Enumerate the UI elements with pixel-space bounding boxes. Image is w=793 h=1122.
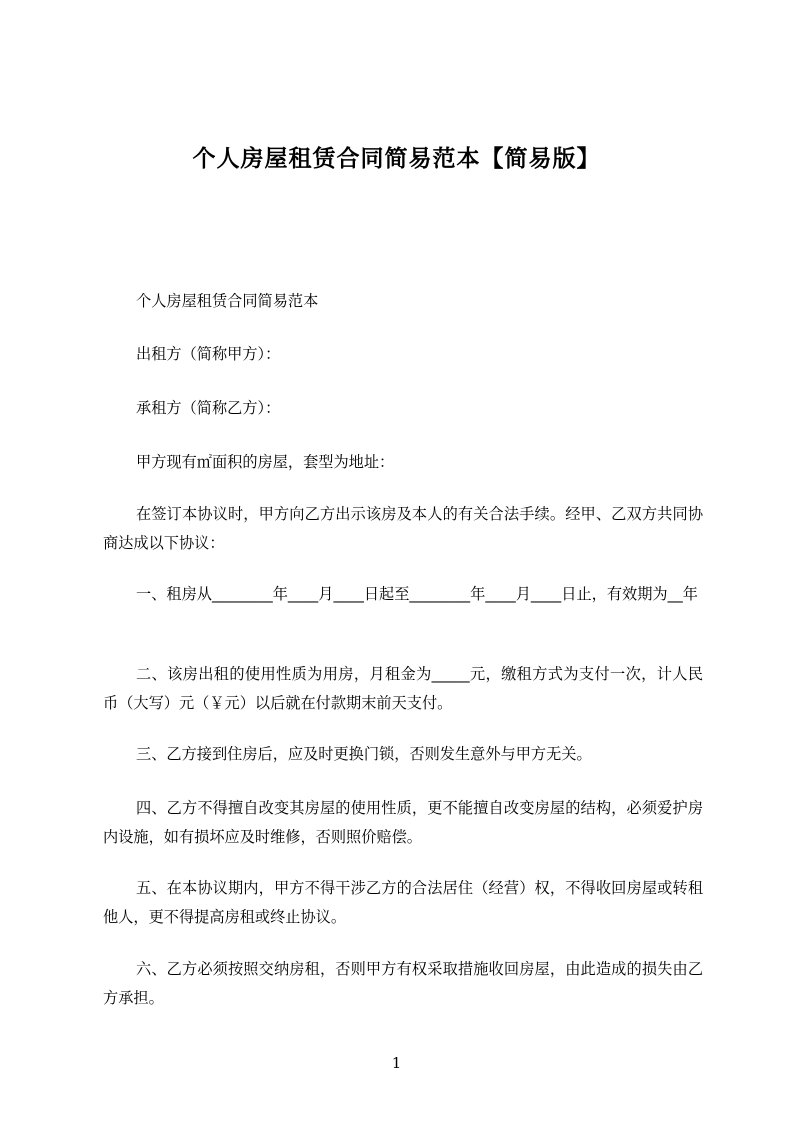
clause-6: 六、乙方必须按照交纳房租，否则甲方有权采取措施收回房屋，由此造成的损失由乙方承担。 — [103, 960, 703, 1007]
contract-subtitle: 个人房屋租赁合同简易范本 — [136, 292, 319, 310]
clause-3: 三、乙方接到住房后，应及时更换门锁，否则发生意外与甲方无关。 — [136, 745, 592, 763]
property-line: 甲方现有㎡面积的房屋，套型为地址： — [136, 453, 395, 471]
document-title: 个人房屋租赁合同简易范本【简易版】 — [192, 146, 601, 172]
lessor-line: 出租方（简称甲方）： — [136, 345, 281, 363]
lessee-line: 承租方（简称乙方）： — [136, 399, 281, 417]
agreement-intro: 在签订本协议时，甲方向乙方出示该房及本人的有关合法手续。经甲、乙双方共同协商达成以下协议： — [103, 505, 703, 552]
clause-4: 四、乙方不得擅自改变其房屋的使用性质，更不能擅自改变房屋的结构，必须爱护房内设施，如有损坏应及时维修，否则照价赔偿。 — [103, 799, 703, 846]
clause-1: 一、租房从________年____月____日起至________年____月____日止，有效期为__年 — [136, 585, 698, 603]
page-number: 1 — [391, 1054, 402, 1072]
clause-5: 五、在本协议期内，甲方不得干涉乙方的合法居住（经营）权，不得收回房屋或转租他人，更不得提高房租或终止协议。 — [103, 879, 703, 926]
clause-2: 二、该房出租的使用性质为用房，月租金为_____元，缴租方式为支付一次，计人民币（大写）元（￥元）以后就在付款期末前天支付。 — [103, 665, 703, 712]
